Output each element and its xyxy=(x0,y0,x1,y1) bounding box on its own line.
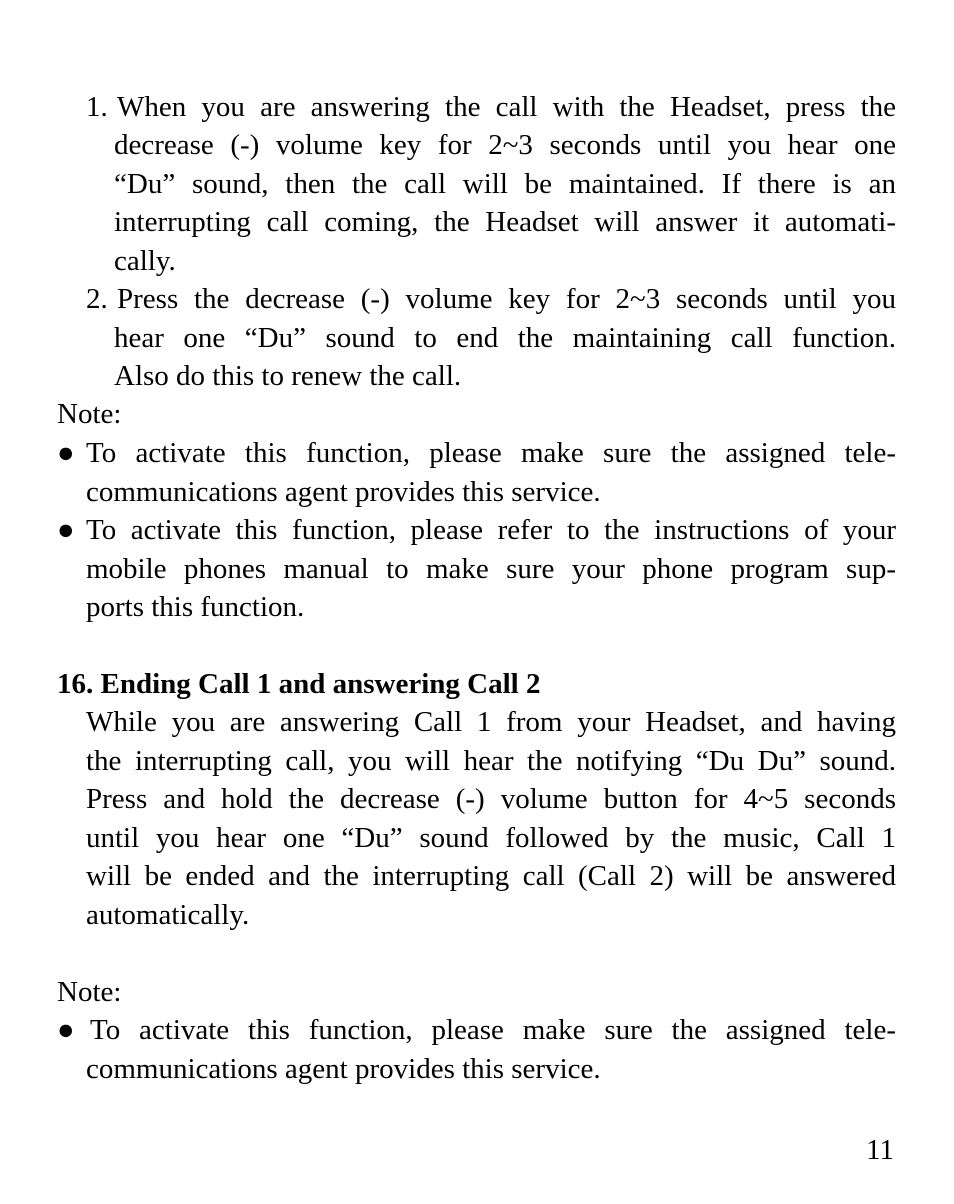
note-label: Note: xyxy=(57,976,122,1008)
bullet-line: To activate this function, please refer to the instructions of your xyxy=(86,514,896,546)
bullet-line: mobile phones manual to make sure your phone program sup- xyxy=(86,553,896,585)
bullet-line: ports this function. xyxy=(86,591,305,623)
bullet-icon: ● xyxy=(57,437,75,469)
paragraph-line: While you are answering Call 1 from your Headset, and having xyxy=(86,706,896,738)
paragraph-line: automatically. xyxy=(86,899,250,931)
note-label: Note: xyxy=(57,398,122,430)
list-item-line: decrease (-) volume key for 2~3 seconds until you hear one xyxy=(114,129,896,161)
list-item-number: 2. xyxy=(86,283,108,315)
bullet-icon: ● xyxy=(57,514,75,546)
bullet-icon: ● xyxy=(57,1014,75,1046)
paragraph-line: the interrupting call, you will hear the notifying “Du Du” sound. xyxy=(86,745,896,777)
list-item-line: Also do this to renew the call. xyxy=(114,360,462,392)
list-item-number: 1. xyxy=(86,91,108,123)
list-item-line: Press the decrease (-) volume key for 2~3 seconds until you xyxy=(117,283,896,315)
bullet-line: To activate this function, please make sure the assigned tele- xyxy=(90,1014,896,1046)
section-heading: 16. Ending Call 1 and answering Call 2 xyxy=(57,668,541,700)
bullet-line: communications agent provides this service. xyxy=(86,476,601,508)
bullet-line: To activate this function, please make sure the assigned tele- xyxy=(86,437,896,469)
bullet-line: communications agent provides this service. xyxy=(86,1053,601,1085)
paragraph-line: Press and hold the decrease (-) volume button for 4~5 seconds xyxy=(86,783,896,815)
list-item-line: “Du” sound, then the call will be maintained. If there is an xyxy=(114,168,896,200)
list-item-line: When you are answering the call with the Headset, press the xyxy=(117,91,896,123)
list-item-line: interrupting call coming, the Headset will answer it automati- xyxy=(114,206,896,238)
paragraph-line: will be ended and the interrupting call (Call 2) will be answered xyxy=(86,860,896,892)
paragraph-line: until you hear one “Du” sound followed by the music, Call 1 xyxy=(86,822,896,854)
list-item-line: hear one “Du” sound to end the maintaining call function. xyxy=(114,322,896,354)
page-number: 11 xyxy=(866,1134,894,1166)
list-item-line: cally. xyxy=(114,245,176,277)
